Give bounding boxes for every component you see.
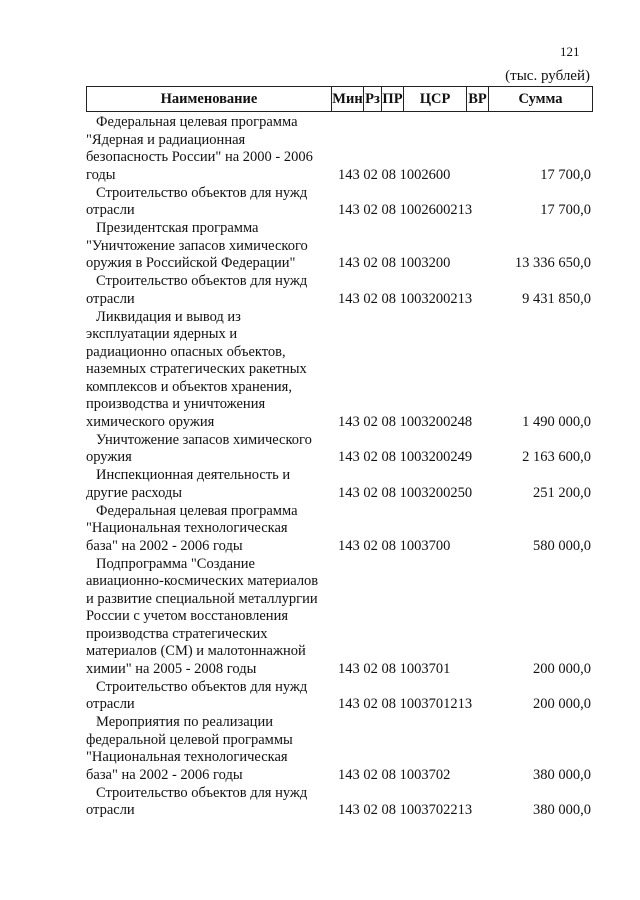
row-amount: 13 336 650,0 [514,255,591,271]
table-row [86,785,591,820]
row-name-line: "Национальная технологическая [86,749,288,765]
row-name [86,714,336,784]
row-name-line: "Национальная технологическая [86,520,288,536]
row-codes: 143 02 08 1002600213 [338,202,473,218]
row-name-line: России с учетом восстановления [86,608,288,624]
row-amount: 17 700,0 [540,202,591,218]
row-amount: 380 000,0 [533,802,591,818]
row-name [86,273,336,308]
row-name-line: Строительство объектов для нужд [96,184,308,201]
row-name-line: производства и уничтожения [86,396,266,412]
table-row [86,467,591,502]
row-name [86,185,336,220]
row-name [86,503,336,556]
row-name [86,432,336,467]
table-row [86,432,591,467]
row-name-line: комплексов и объектов хранения, [86,378,292,395]
row-name-line: авиационно-космических материалов [86,573,319,589]
row-codes: 143 02 08 1003701213 [338,696,473,712]
row-name-line: наземных стратегических ракетных [86,361,307,377]
row-name-line: материалов (СМ) и малотоннажной [86,643,306,659]
row-amount: 251 200,0 [533,484,591,501]
row-name [86,220,336,273]
col-min-header: Мин [332,87,364,111]
units-label: (тыс. рублей) [505,68,590,84]
col-rz-header: Рз [364,87,382,111]
row-name [86,556,336,679]
row-name-line: отрасли [86,802,135,818]
row-name-line: Строительство объектов для нужд [96,273,308,289]
row-name-line: безопасность России" на 2000 - 2006 [86,149,313,165]
table-row [86,556,591,679]
row-codes: 143 02 08 1003700 [338,537,451,554]
row-amount: 580 000,0 [533,537,591,554]
row-name [86,309,336,432]
row-name-line: Президентская программа [96,220,259,236]
row-name-line: Подпрограмма "Создание [96,555,255,572]
row-codes: 143 02 08 1003200 [338,255,451,271]
row-codes: 143 02 08 1003701 [338,660,451,677]
row-codes: 143 02 08 1003200250 [338,484,473,501]
row-name-line: и развитие специальной металлургии [86,590,318,607]
row-name-line: оружия в Российской Федерации" [86,255,296,271]
col-pr-header: ПР [382,87,404,111]
row-name-line: производства стратегических [86,625,268,642]
col-vr-header: ВР [467,87,489,111]
row-amount: 17 700,0 [540,166,591,183]
row-name-line: Строительство объектов для нужд [96,784,308,801]
row-name [86,467,336,502]
row-name-line: оружия [86,449,132,465]
row-amount: 380 000,0 [533,766,591,783]
row-codes: 143 02 08 1003200248 [338,413,473,430]
row-name-line: "Ядерная и радиационная [86,131,246,148]
row-name-line: отрасли [86,696,135,712]
table-row [86,309,591,432]
row-name [86,679,336,714]
row-amount: 2 163 600,0 [522,449,591,465]
row-codes: 143 02 08 1003702 [338,766,451,783]
row-name-line: федеральной целевой программы [86,731,293,748]
row-codes: 143 02 08 1003200249 [338,449,473,465]
col-name-header: Наименование [87,87,332,111]
row-name-line: Федеральная целевая программа [96,502,298,519]
row-name-line: Ликвидация и вывод из [96,308,241,325]
table-row [86,503,591,556]
table-row [86,714,591,784]
row-name-line: база" на 2002 - 2006 годы [86,766,243,783]
row-name-line: Федеральная целевая программа [96,114,298,130]
row-codes: 143 02 08 1002600 [338,166,451,183]
row-name-line: другие расходы [86,484,183,501]
row-name-line: радиационно опасных объектов, [86,343,286,360]
row-amount: 9 431 850,0 [522,290,591,307]
row-name-line: Строительство объектов для нужд [96,678,308,695]
page-number: 121 [560,44,580,59]
table-row [86,220,591,273]
table-row [86,679,591,714]
row-name-line: Инспекционная деятельность и [96,467,291,483]
row-amount: 200 000,0 [533,660,591,677]
col-csr-header: ЦСР [404,87,467,111]
row-name-line: отрасли [86,202,135,218]
table-row [86,185,591,220]
row-codes: 143 02 08 1003200213 [338,290,473,307]
row-amount: 200 000,0 [533,696,591,712]
row-name-line: годы [86,166,116,183]
row-codes: 143 02 08 1003702213 [338,802,473,818]
row-name [86,114,336,184]
row-name-line: отрасли [86,290,135,307]
row-name-line: "Уничтожение запасов химического [86,237,308,254]
row-name-line: химического оружия [86,413,215,430]
table-row [86,114,591,184]
row-name [86,785,336,820]
row-name-line: Уничтожение запасов химического [96,431,312,448]
row-name-line: база" на 2002 - 2006 годы [86,537,243,554]
row-name-line: химии" на 2005 - 2008 годы [86,660,257,677]
row-name-line: эксплуатации ядерных и [86,326,238,342]
row-amount: 1 490 000,0 [522,413,591,430]
table-row [86,273,591,308]
table-header [86,86,593,112]
col-sum-header: Сумма [518,90,563,107]
row-name-line: Мероприятия по реализации [96,714,273,730]
